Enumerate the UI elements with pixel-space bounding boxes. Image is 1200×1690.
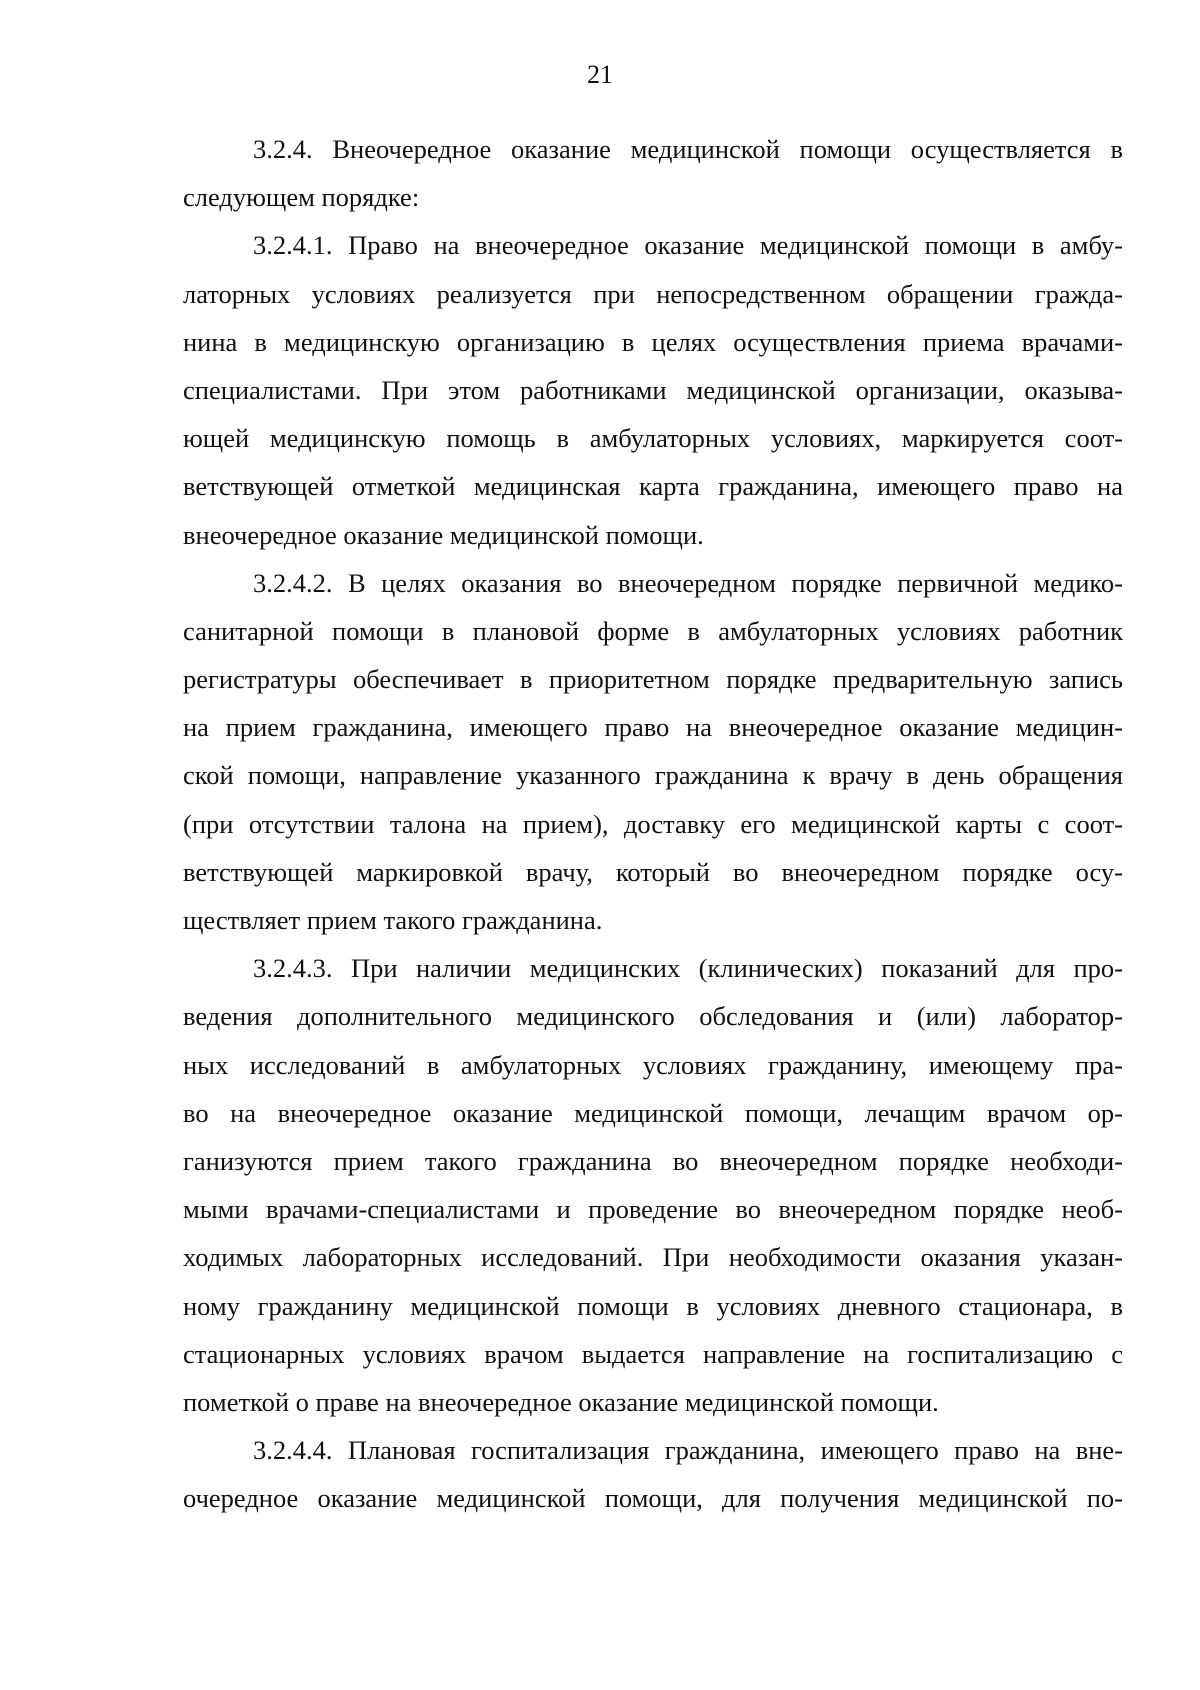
text-line: ветствующей маркировкой врачу, который во внеочередном порядке осу- [183,856,1123,887]
text-line: ветствующей отметкой медицинская карта гражданина, имеющего право на [183,471,1123,502]
text-line: 3.2.4.3. При наличии медицинских (клинических) показаний для про- [253,953,1123,984]
text-line: внеочередное оказание медицинской помощи. [183,519,704,550]
text-line: очередное оказание медицинской помощи, для получения медицинской по- [183,1483,1123,1514]
text-line: 3.2.4.4. Плановая госпитализация гражданина, имеющего право на вне- [253,1435,1123,1466]
text-line: 3.2.4.2. В целях оказания во внеочередном порядке первичной медико- [253,567,1123,598]
text-line: ской помощи, направление указанного гражданина к врачу в день обращения [183,760,1123,791]
text-line: во на внеочередное оказание медицинской помощи, лечащим врачом ор- [183,1097,1123,1128]
body-text [183,125,1123,1522]
paragraph-3-2-4-4 [183,1426,1123,1522]
text-line: (при отсутствии талона на прием), доставку его медицинской карты с соот- [183,808,1123,839]
text-line: стационарных условиях врачом выдается направление на госпитализацию с [183,1338,1123,1369]
text-line: санитарной помощи в плановой форме в амбулаторных условиях работник [183,615,1123,646]
text-line: ганизуются прием такого гражданина во внеочередном порядке необходи- [183,1145,1123,1176]
text-line: ных исследований в амбулаторных условиях гражданину, имеющему пра- [183,1049,1123,1080]
paragraph-3-2-4 [183,125,1123,221]
text-line: ющей медицинскую помощь в амбулаторных условиях, маркируется соот- [183,423,1123,454]
text-line: пометкой о праве на внеочередное оказание медицинской помощи. [183,1386,939,1417]
paragraph-3-2-4-2 [183,559,1123,945]
text-line: следующем порядке: [183,182,420,213]
text-line: ведения дополнительного медицинского обследования и (или) лаборатор- [183,1001,1123,1032]
text-line: латорных условиях реализуется при непосредственном обращении гражда- [183,278,1123,309]
text-line: 3.2.4. Внеочередное оказание медицинской помощи осуществляется в [253,134,1123,164]
text-line: на прием гражданина, имеющего право на внеочередное оказание медицин- [183,712,1123,743]
text-line: регистратуры обеспечивает в приоритетном порядке предварительную запись [183,664,1123,695]
text-line: нина в медицинскую организацию в целях осуществления приема врачами- [183,326,1123,357]
text-line: ходимых лабораторных исследований. При необходимости оказания указан- [183,1242,1123,1273]
text-line: 3.2.4.1. Право на внеочередное оказание медицинской помощи в амбу- [253,230,1123,261]
paragraph-3-2-4-3 [183,944,1123,1426]
text-line: ному гражданину медицинской помощи в условиях дневного стационара, в [183,1290,1123,1321]
text-line: ществляет прием такого гражданина. [183,905,603,935]
text-line: специалистами. При этом работниками медицинской организации, оказыва- [183,374,1123,405]
page-number: 21 [587,60,613,89]
paragraph-3-2-4-1 [183,221,1123,558]
text-line: мыми врачами-специалистами и проведение во внеочередном порядке необ- [183,1194,1123,1225]
